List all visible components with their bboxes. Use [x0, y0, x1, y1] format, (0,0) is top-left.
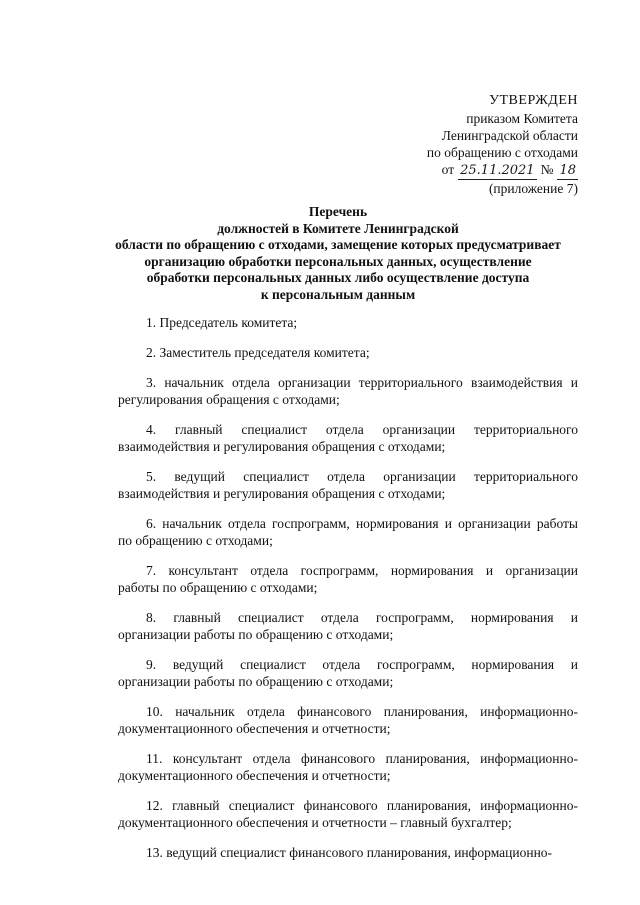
- list-item-line: 4. главный специалист отдела организации территориального: [146, 422, 578, 437]
- list-item-line: 13. ведущий специалист финансового планирования, информационно-: [146, 845, 553, 860]
- list-item-line: взаимодействия и регулирования обращения с отходами;: [118, 439, 446, 454]
- number-prefix: №: [540, 162, 554, 177]
- list-item: [118, 515, 578, 549]
- list-item-line: по обращению с отходами;: [118, 533, 273, 548]
- title-line-2: должностей в Комитете Ленинградской: [217, 220, 459, 236]
- list-item: [118, 844, 578, 861]
- appendix-label: (приложение 7): [488, 181, 578, 196]
- list-item: [118, 314, 578, 331]
- list-item: [118, 421, 578, 455]
- list-item: [118, 750, 578, 784]
- list-item: [118, 797, 578, 831]
- title-line-5: обработки персональных данных либо осуществление доступа: [146, 270, 530, 285]
- list-item-line: 11. консультант отдела финансового планирования, информационно-: [146, 751, 578, 766]
- title-line-4: организацию обработки персональных данных, осуществление: [144, 253, 532, 269]
- document-title: [110, 204, 566, 303]
- approval-date-line: [427, 161, 578, 180]
- approval-line-region: Ленинградской области: [441, 128, 578, 143]
- list-item-line: 1. Председатель комитета;: [146, 315, 298, 330]
- list-item-line: 10. начальник отдела финансового планирования, информационно-: [146, 704, 578, 719]
- date-prefix: от: [441, 162, 455, 177]
- list-item-line: 9. ведущий специалист отдела госпрограмм, нормирования и: [146, 657, 578, 672]
- approval-stamp: [427, 92, 578, 197]
- approved-heading: УТВЕРЖДЕН: [489, 93, 578, 108]
- list-item-line: документационного обеспечения и отчетности – главный бухгалтер;: [118, 815, 512, 830]
- list-item: [118, 468, 578, 502]
- list-item-line: 2. Заместитель председателя комитета;: [146, 345, 370, 360]
- list-item-line: 6. начальник отдела госпрограмм, нормирования и организации работы: [146, 516, 578, 531]
- list-item-line: 5. ведущий специалист отдела организации территориального: [146, 469, 578, 484]
- list-item-line: организации работы по обращению с отходами;: [118, 627, 394, 642]
- list-item-line: 3. начальник отдела организации территориального взаимодействия и: [146, 375, 578, 390]
- approval-line-order: приказом Комитета: [466, 111, 578, 126]
- positions-list: [118, 314, 578, 874]
- list-item: [118, 374, 578, 408]
- list-item-line: документационного обеспечения и отчетности;: [118, 721, 391, 736]
- list-item: [118, 344, 578, 361]
- list-item-line: 12. главный специалист финансового планирования, информационно-: [146, 798, 578, 813]
- list-item-line: документационного обеспечения и отчетности;: [118, 768, 391, 783]
- title-line-1: Перечень: [308, 204, 368, 219]
- title-line-3: области по обращению с отходами, замещение которых предусматривает: [115, 237, 561, 252]
- handwritten-date: 25.11.2021: [460, 163, 535, 178]
- list-item: [118, 609, 578, 643]
- list-item-line: 7. консультант отдела госпрограмм, нормирования и организации: [146, 563, 578, 578]
- title-line-6: к персональным данным: [260, 286, 416, 302]
- list-item-line: регулирования обращения с отходами;: [118, 392, 340, 407]
- list-item: [118, 562, 578, 596]
- list-item: [118, 656, 578, 690]
- list-item-line: работы по обращению с отходами;: [118, 580, 318, 595]
- list-item-line: взаимодействия и регулирования обращения с отходами;: [118, 486, 446, 501]
- list-item: [118, 703, 578, 737]
- list-item-line: 8. главный специалист отдела госпрограмм, нормирования и: [146, 610, 578, 625]
- list-item-line: организации работы по обращению с отходами;: [118, 674, 394, 689]
- approval-line-waste: по обращению с отходами: [426, 145, 578, 160]
- handwritten-number: 18: [559, 163, 576, 178]
